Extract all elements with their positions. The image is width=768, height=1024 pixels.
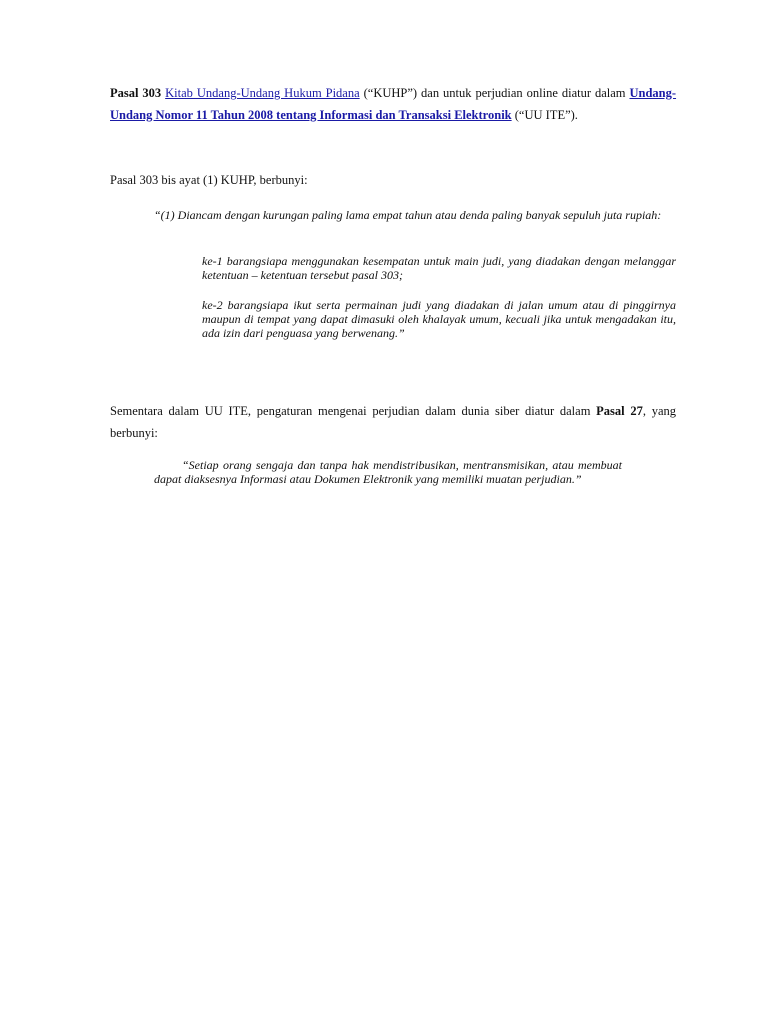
pasal-303-bis-heading: Pasal 303 bis ayat (1) KUHP, berbunyi: [110, 173, 308, 187]
quote-kuhp-item-1: ke-1 barangsiapa menggunakan kesempatan untuk main judi, yang diadakan dengan melanggar ketentuan – ketentuan tersebut pasal 303; [202, 254, 676, 282]
uu-ite-link[interactable]: Undang-Undang Nomor 11 Tahun 2008 tentang Informasi dan Transaksi Elektronik [110, 86, 677, 122]
intro-mid-text: (“KUHP”) dan untuk perjudian online diatur dalam [363, 86, 626, 100]
uu-ite-text: Sementara dalam UU ITE, pengaturan mengenai perjudian dalam dunia siber diatur dalam [110, 404, 591, 418]
uu-ite-paragraph [110, 400, 676, 444]
kuhp-link[interactable]: Kitab Undang-Undang Hukum Pidana [165, 86, 360, 100]
quote-kuhp-intro: “(1) Diancam dengan kurungan paling lama empat tahun atau denda paling banyak sepuluh juta rupiah: [154, 208, 662, 222]
quote-pasal-27: “Setiap orang sengaja dan tanpa hak mendistribusikan, mentransmisikan, atau membuat dapat diaksesnya Informasi atau Dokumen Elektronik yang memiliki muatan perjudian.” [154, 458, 622, 486]
uu-ite-tail: , yang berbunyi: [110, 404, 676, 440]
intro-paragraph [110, 82, 676, 126]
quote-kuhp-item-2: ke-2 barangsiapa ikut serta permainan judi yang diadakan di jalan umum atau di pinggirnya maupun di tempat yang dapat dimasuki oleh khalayak umum, kecuali jika untuk mengadakan itu, ada izin dari penguasa yang berwenang.” [202, 298, 676, 340]
intro-tail-text: (“UU ITE”). [514, 108, 578, 122]
pasal-303-lead: Pasal 303 [110, 86, 162, 100]
pasal-27-bold: Pasal 27 [596, 404, 643, 418]
